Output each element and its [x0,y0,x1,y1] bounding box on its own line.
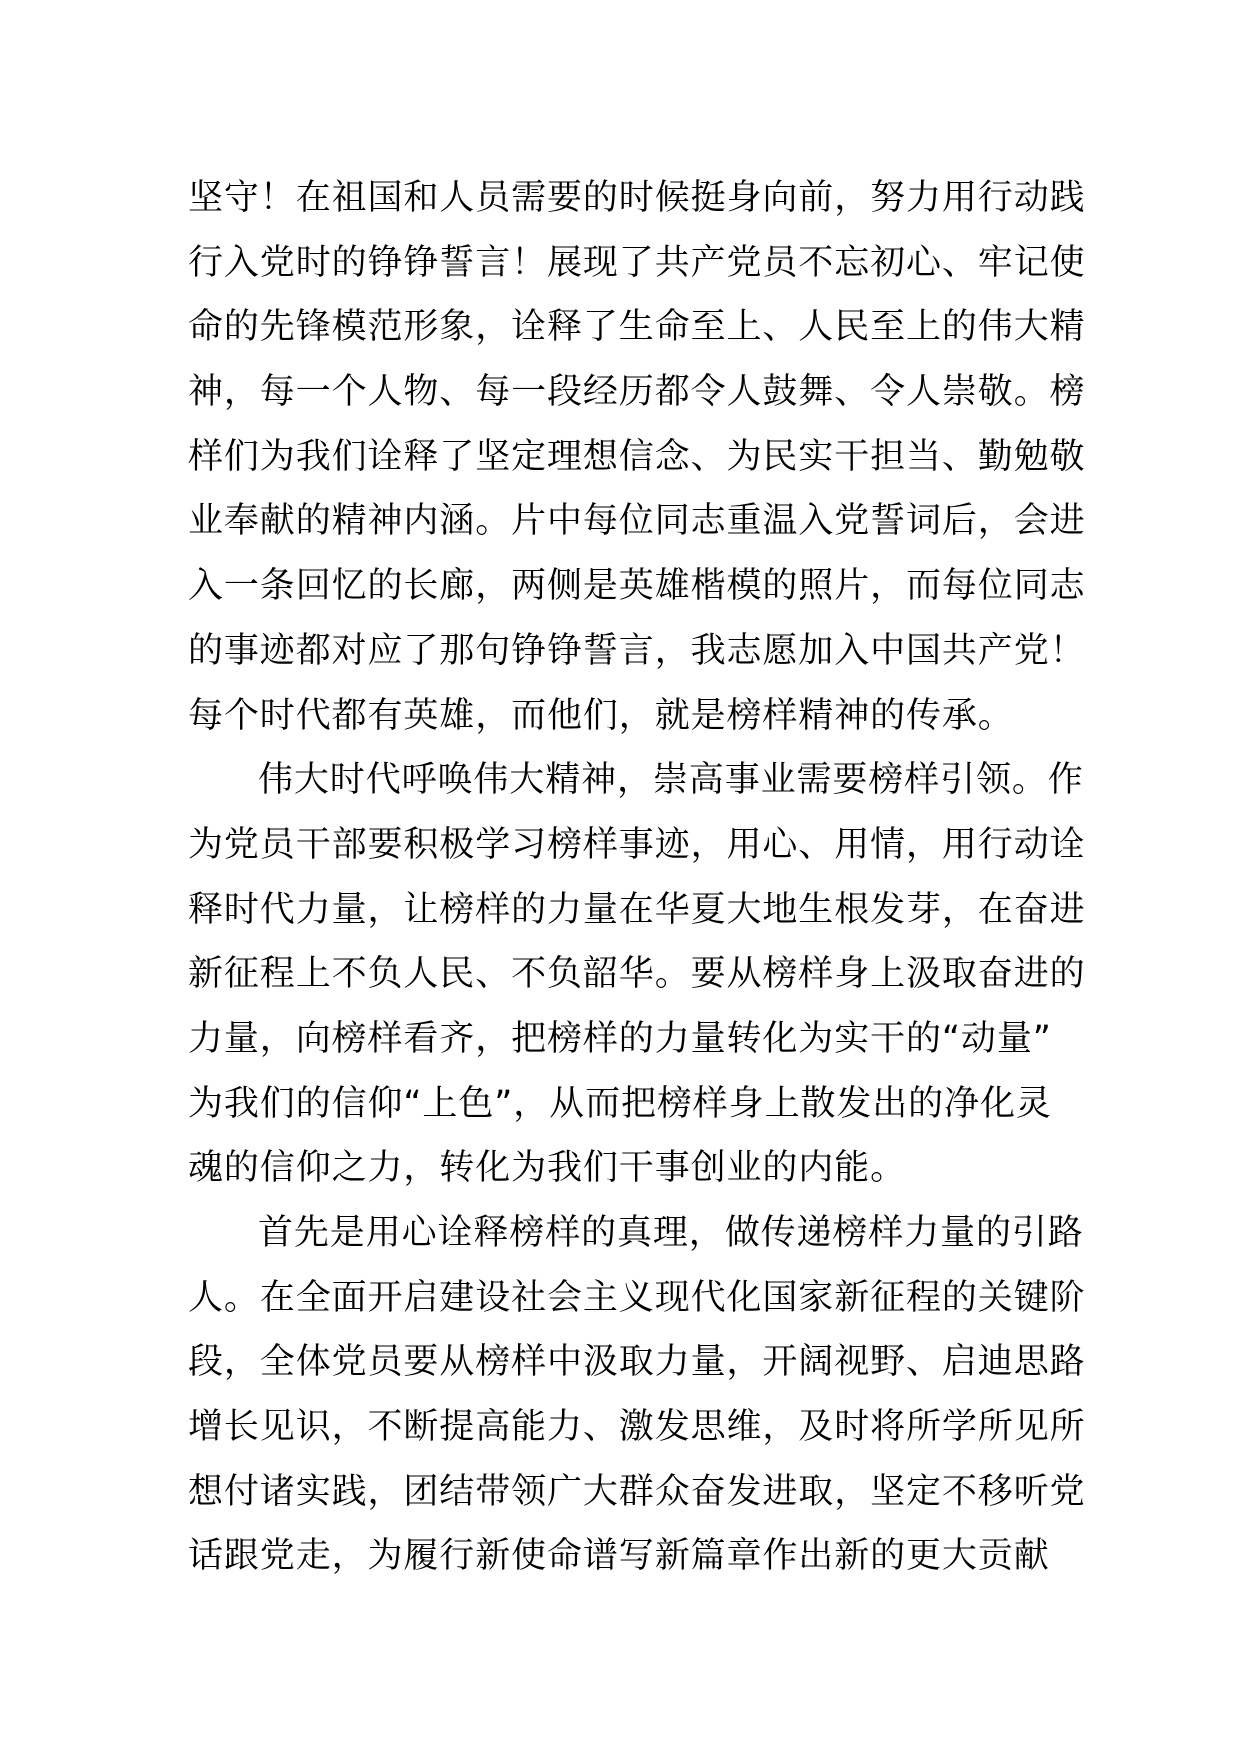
paragraph-first-line: 首先是用心诠释榜样的真理，做传递榜样力量的引路 [258,1213,1084,1253]
text-line: 坚守！在祖国和人员需要的时候挺身向前，努力用行动践 [188,178,1086,218]
text-line: 新征程上不负人民、不负韶华。要从榜样身上汲取奋进的 [188,954,1086,995]
text-line: 的事迹都对应了那句铮铮誓言，我志愿加入中国共产党！ [188,630,1086,671]
text-line: 命的先锋模范形象，诠释了生命至上、人民至上的伟大精 [188,307,1086,348]
body-text [188,166,1086,1589]
text-line: 力量，向榜样看齐，把榜样的力量转化为实干的“动量” [188,1018,1052,1059]
text-line: 为党员干部要积极学习榜样事迹，用心、用情，用行动诠 [188,824,1086,865]
text-line: 入一条回忆的长廊，两侧是英雄楷模的照片，而每位同志 [188,566,1086,607]
text-line: 业奉献的精神内涵。片中每位同志重温入党誓词后，会进 [188,501,1086,542]
paragraph-first-line: 伟大时代呼唤伟大精神，崇高事业需要榜样引领。作 [258,760,1084,801]
text-line: 神，每一个人物、每一段经历都令人鼓舞、令人崇敬。榜 [188,372,1086,413]
text-line: 段，全体党员要从榜样中汲取力量，开阔视野、启迪思路 [188,1342,1086,1383]
text-line: 增长见识，不断提高能力、激发思维，及时将所学所见所 [188,1407,1086,1448]
text-line: 样们为我们诠释了坚定理想信念、为民实干担当、勤勉敬 [188,436,1086,477]
text-line: 行入党时的铮铮誓言！展现了共产党员不忘初心、牢记使 [188,242,1086,283]
text-line: 为我们的信仰“上色”，从而把榜样身上散发出的净化灵 [188,1083,1052,1124]
text-line: 每个时代都有英雄，而他们，就是榜样精神的传承。 [188,695,1014,736]
text-line: 人。在全面开启建设社会主义现代化国家新征程的关键阶 [188,1277,1086,1318]
text-line: 想付诸实践，团结带领广大群众奋发进取，坚定不移听党 [188,1471,1086,1512]
text-line: 释时代力量，让榜样的力量在华夏大地生根发芽，在奋进 [188,889,1086,930]
text-line: 话跟党走，为履行新使命谱写新篇章作出新的更大贡献 [188,1536,1050,1577]
text-line: 魂的信仰之力，转化为我们干事创业的内能。 [188,1148,907,1189]
